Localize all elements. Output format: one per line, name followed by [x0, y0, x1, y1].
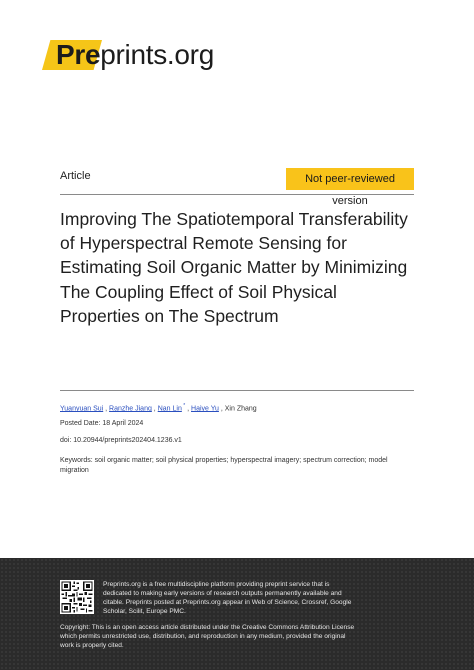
author-name: Xin Zhang: [224, 405, 257, 413]
peer-review-status-badge: Not peer-reviewed version: [286, 168, 414, 190]
logo-text: [56, 38, 214, 72]
author-name[interactable]: Haiye Yu: [191, 405, 219, 413]
logo-bold-part: Pre: [56, 39, 101, 70]
author-name[interactable]: Nan Lin: [157, 405, 182, 413]
posted-date: Posted Date: 18 April 2024: [60, 420, 144, 427]
qr-code-icon[interactable]: [60, 580, 94, 614]
keywords: Keywords: soil organic matter; soil physical properties; hyperspectral imagery; spectrum correction; model migration: [60, 457, 388, 474]
divider-top: [60, 194, 414, 195]
copyright-notice: Copyright: This is an open access article distributed under the Creative Commons Attribution License which permits unrestricted use, distribution, and reproduction in any medium, provided the original work is properly cited.: [60, 624, 355, 649]
doi[interactable]: doi: 10.20944/preprints202404.1236.v1: [60, 437, 182, 444]
author-list: Yuanyuan Sui , Ranzhe Jiang , Nan Lin * , Haiye Yu , Xin Zhang: [60, 403, 257, 413]
corresponding-author-mark: *: [181, 403, 186, 409]
preprints-logo[interactable]: [42, 40, 232, 74]
paper-title: Improving The Spatiotemporal Transferability of Hyperspectral Remote Sensing for Estimating Soil Organic Matter by Minimizing The Coupling Effect of Soil Physical Properties on The Spectrum: [60, 209, 408, 326]
author-name[interactable]: Yuanyuan Sui: [60, 405, 104, 413]
article-type-label: Article: [60, 170, 91, 182]
footer: [0, 558, 474, 670]
logo-rest: prints.org: [100, 39, 214, 70]
platform-description: Preprints.org is a free multidiscipline platform providing preprint service that is dedicated to making early versions of research outputs permanently available and citable. Preprints posted at Preprints.org appear in Web of Science, Crossref, Google Scholar, Scilit, Europe PMC.: [103, 581, 352, 615]
author-name[interactable]: Ranzhe Jiang: [109, 405, 152, 413]
divider-middle: [60, 390, 414, 391]
